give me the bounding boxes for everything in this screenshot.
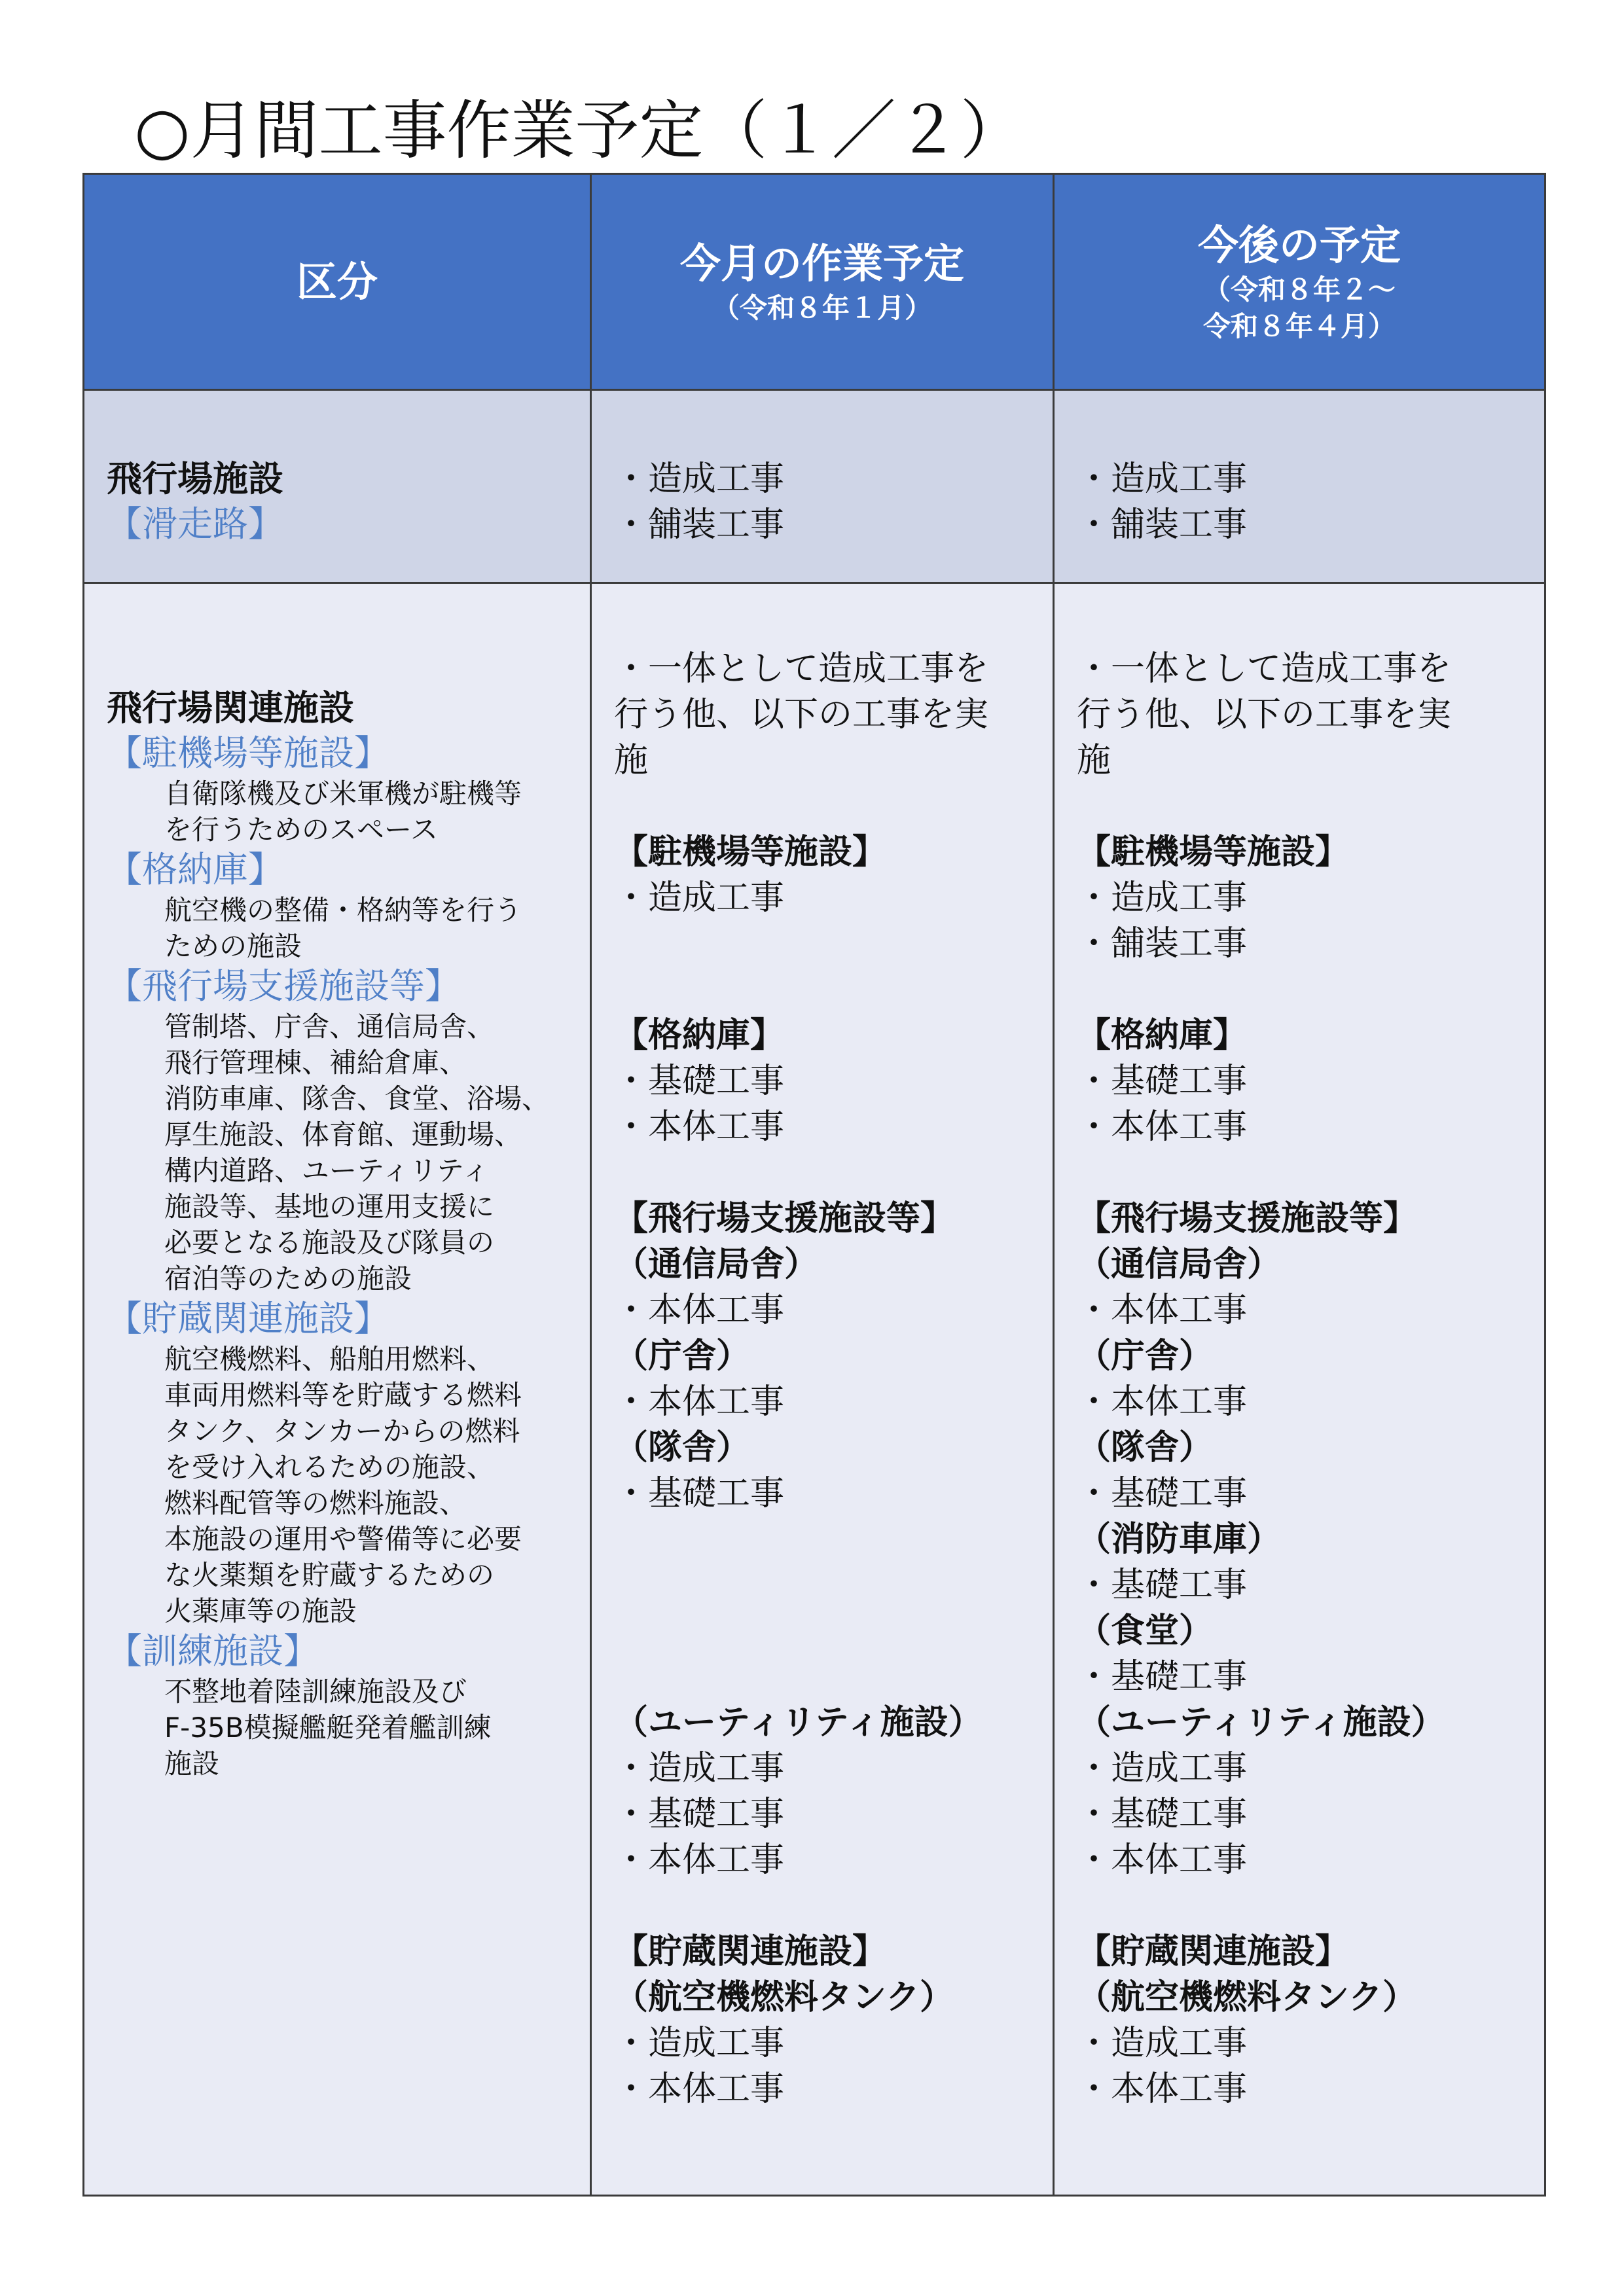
header-current-label: 今月の作業予定 (679, 239, 964, 287)
subcategory-label: 【訓練施設】 (107, 1630, 319, 1672)
subsection-heading: （ユーティリティ施設） (614, 1703, 983, 1742)
intro-line: 施 (1077, 741, 1111, 780)
header-category-label: 区分 (296, 257, 378, 306)
row1-category-cell (84, 391, 590, 547)
header-current-month (591, 174, 1054, 390)
table-row (84, 583, 1545, 2196)
list-item: ・舗装工事 (1077, 924, 1248, 963)
list-item: ・本体工事 (1077, 1840, 1248, 1880)
header-current-period: （令和８年１月） (712, 291, 932, 324)
row2-current-cell (592, 584, 1053, 2112)
intro-line: ・一体として造成工事を (614, 649, 989, 689)
list-item: ・本体工事 (614, 2070, 785, 2109)
list-item: ・基礎工事 (1077, 1566, 1248, 1605)
category-label: 飛行場関連施設 (107, 687, 354, 728)
schedule-table (82, 173, 1546, 2197)
subsection-heading: （隊舎） (1077, 1428, 1214, 1467)
list-item: ・本体工事 (1077, 1382, 1248, 1422)
list-item: ・本体工事 (614, 1840, 785, 1880)
subsection-heading: （ユーティリティ施設） (1077, 1703, 1445, 1742)
subcategory-description: 航空機の整備・格納等を行う ための施設 (164, 894, 522, 962)
list-item: ・基礎工事 (1077, 1795, 1248, 1834)
section-heading: 【貯蔵関連施設】 (1077, 1932, 1350, 1971)
list-item: ・基礎工事 (614, 1474, 785, 1513)
subcategory-description: 自衛隊機及び米軍機が駐機等 を行うためのスペース (164, 778, 522, 846)
row1-future-cell (1055, 391, 1544, 548)
row2-future-cell (1055, 584, 1544, 2112)
subcategory-description: 管制塔、庁舎、通信局舎、 飛行管理棟、補給倉庫、 消防車庫、隊舎、食堂、浴場、 厚生施設、体育館、運動場、 構内道路、ユーティリティ 施設等、基地の運用支援に 必要となる施設及び隊員の 宿泊等のための施設 (164, 1011, 550, 1295)
list-item: ・基礎工事 (1077, 1062, 1248, 1101)
list-item: ・舗装工事 (614, 505, 785, 545)
intro-line: 行う他、以下の工事を実 (614, 695, 989, 734)
list-item: ・基礎工事 (1077, 1474, 1248, 1513)
table-row (84, 390, 1545, 583)
list-item: ・舗装工事 (1077, 505, 1248, 545)
section-heading: 【飛行場支援施設等】 (1077, 1199, 1418, 1238)
intro-line: ・一体として造成工事を (1077, 649, 1452, 689)
list-item: ・造成工事 (614, 1749, 785, 1788)
intro-line: 施 (614, 741, 649, 780)
section-heading: 【貯蔵関連施設】 (614, 1932, 887, 1971)
category-label: 飛行場施設 (107, 458, 283, 499)
table-header-row (84, 174, 1545, 390)
list-item: ・造成工事 (1077, 878, 1248, 918)
list-item: ・造成工事 (1077, 459, 1248, 499)
subsection-heading: （航空機燃料タンク） (1077, 1978, 1416, 2017)
list-item: ・基礎工事 (614, 1795, 785, 1834)
section-heading: 【格納庫】 (1077, 1016, 1248, 1055)
list-item: ・本体工事 (1077, 2070, 1248, 2109)
subsection-heading: （食堂） (1077, 1611, 1214, 1651)
row2-category-cell (84, 584, 590, 1782)
header-future (1054, 174, 1545, 390)
list-item: ・造成工事 (614, 878, 785, 918)
list-item: ・造成工事 (1077, 2024, 1248, 2063)
section-heading: 【駐機場等施設】 (1077, 833, 1350, 872)
list-item: ・基礎工事 (1077, 1657, 1248, 1696)
list-item: ・本体工事 (614, 1382, 785, 1422)
list-item: ・基礎工事 (614, 1062, 785, 1101)
subcategory-description: 不整地着陸訓練施設及び F-35B模擬艦艇発着艦訓練 施設 (164, 1676, 492, 1780)
list-item: ・本体工事 (614, 1107, 785, 1147)
header-category (84, 174, 591, 390)
list-item: ・本体工事 (1077, 1107, 1248, 1147)
header-future-period-1: （令和８年２～ (1202, 273, 1396, 306)
subcategory-label: 【格納庫】 (107, 849, 283, 890)
intro-line: 行う他、以下の工事を実 (1077, 695, 1452, 734)
subcategory-label: 【飛行場支援施設等】 (107, 965, 460, 1007)
subcategory-label: 【滑走路】 (107, 503, 283, 545)
subcategory-label: 【駐機場等施設】 (107, 732, 389, 774)
header-future-label: 今後の予定 (1197, 221, 1401, 269)
list-item: ・造成工事 (614, 2024, 785, 2063)
list-item: ・造成工事 (1077, 1749, 1248, 1788)
subsection-heading: （通信局舎） (614, 1245, 819, 1284)
section-heading: 【駐機場等施設】 (614, 833, 887, 872)
list-item: ・造成工事 (614, 459, 785, 499)
subsection-heading: （庁舎） (1077, 1336, 1214, 1376)
subsection-heading: （隊舎） (614, 1428, 751, 1467)
list-item: ・本体工事 (614, 1291, 785, 1330)
list-item: ・本体工事 (1077, 1291, 1248, 1330)
section-heading: 【飛行場支援施設等】 (614, 1199, 955, 1238)
subsection-heading: （通信局舎） (1077, 1245, 1282, 1284)
section-heading: 【格納庫】 (614, 1016, 785, 1055)
subsection-heading: （航空機燃料タンク） (614, 1978, 954, 2017)
page-title: ○月間工事作業予定（１／２） (134, 94, 1024, 168)
subcategory-description: 航空機燃料、船舶用燃料、 車両用燃料等を貯蔵する燃料 タンク、タンカーからの燃料 を受け入れるための施設、 燃料配管等の燃料施設、 本施設の運用や警備等に必要 な火薬類を貯蔵するための 火薬庫等の施設 (164, 1343, 522, 1627)
header-future-period-2: 令和８年４月） (1202, 310, 1396, 342)
row1-current-cell (592, 391, 1053, 548)
subcategory-label: 【貯蔵関連施設】 (107, 1298, 389, 1339)
subsection-heading: （庁舎） (614, 1336, 751, 1376)
subsection-heading: （消防車庫） (1077, 1520, 1282, 1559)
